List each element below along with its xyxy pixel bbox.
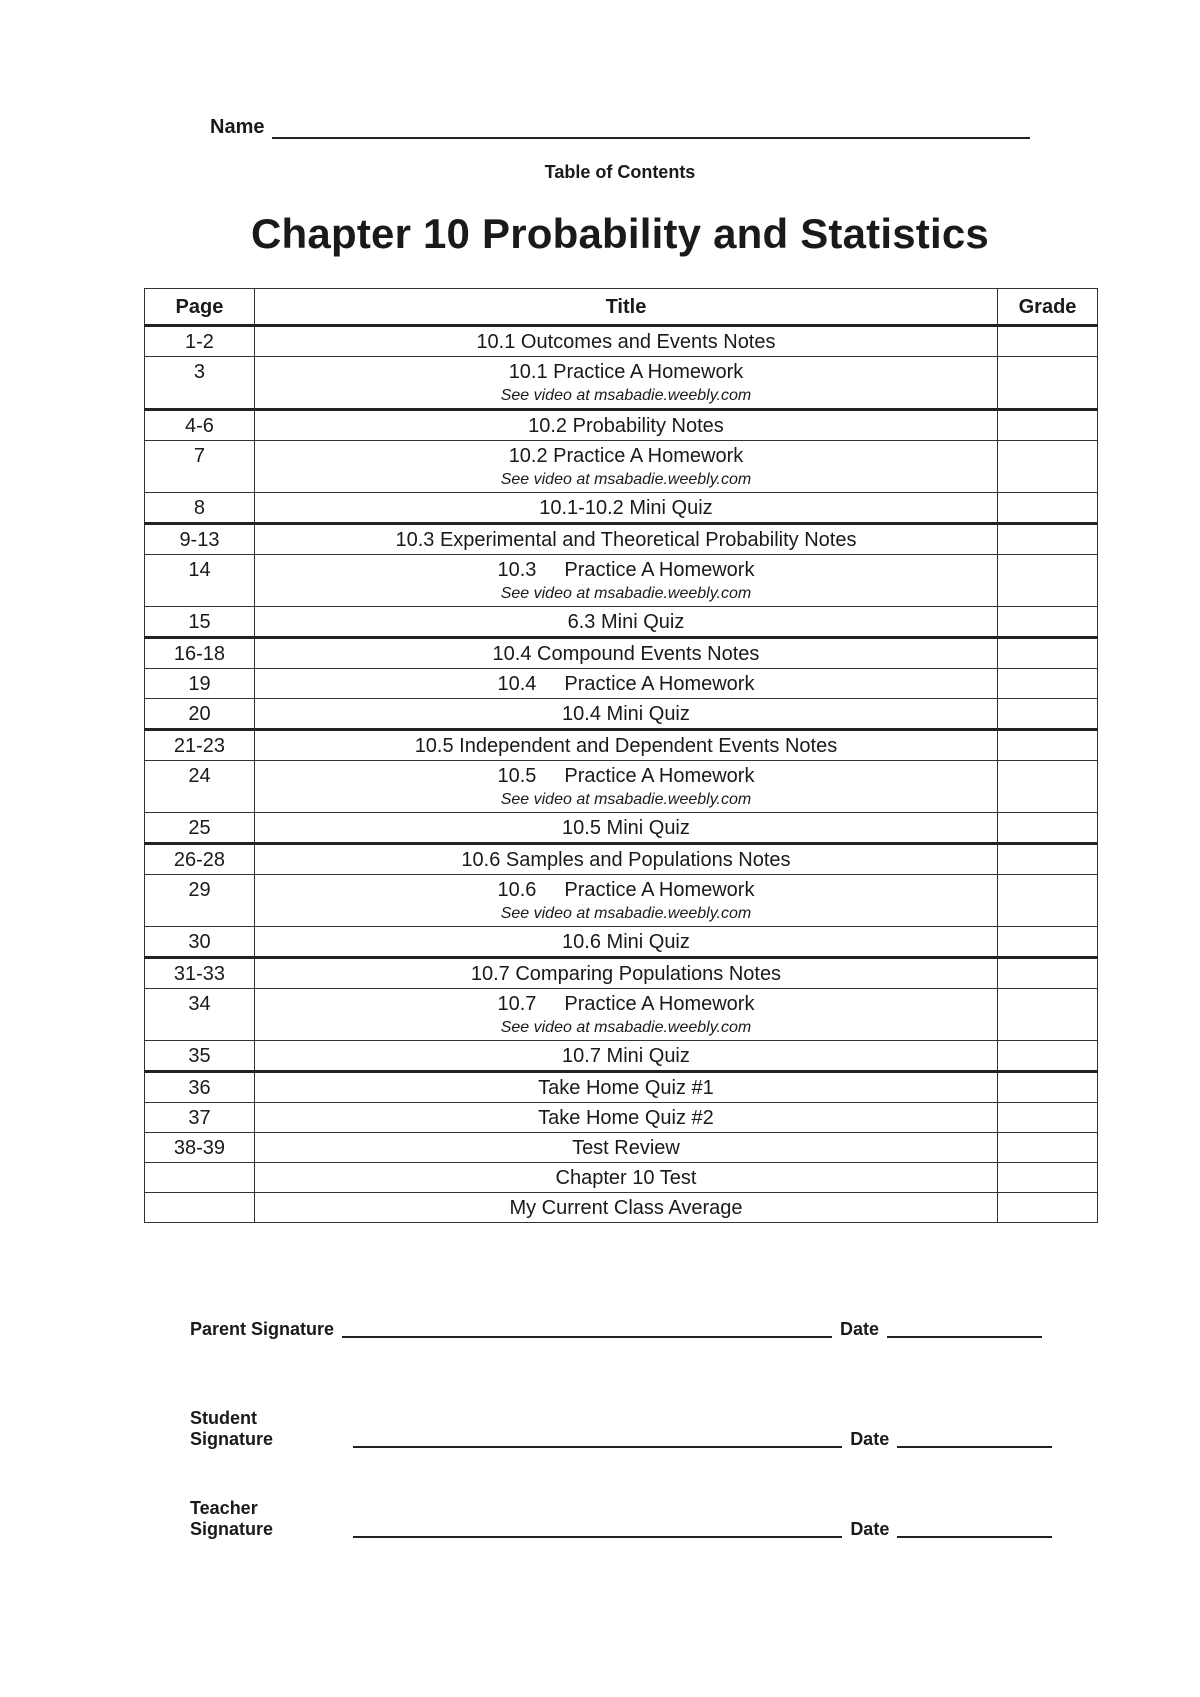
title-text: 10.1-10.2 Mini Quiz bbox=[539, 497, 713, 519]
title-text: Practice A Homework bbox=[564, 673, 755, 695]
grade-cell bbox=[998, 875, 1098, 927]
student-signature-row bbox=[190, 1408, 1060, 1450]
grade-cell bbox=[998, 410, 1098, 441]
page-cell: 29 bbox=[145, 875, 255, 927]
title-text: 10.1 Practice A Homework bbox=[508, 361, 744, 383]
table-row bbox=[145, 441, 1098, 493]
grade-cell bbox=[998, 326, 1098, 357]
teacher-signature-label: Teacher Signature bbox=[190, 1498, 274, 1539]
toc-table bbox=[144, 288, 1098, 1223]
table-row bbox=[145, 357, 1098, 410]
page-cell: 3 bbox=[145, 357, 255, 410]
student-signature-label: Student Signature bbox=[190, 1408, 274, 1449]
page-cell: 35 bbox=[145, 1041, 255, 1072]
grade-cell bbox=[998, 1133, 1098, 1163]
table-row bbox=[145, 607, 1098, 638]
title-cell bbox=[254, 989, 997, 1041]
title-text: My Current Class Average bbox=[509, 1197, 743, 1219]
title-text: 10.6 Mini Quiz bbox=[562, 931, 690, 953]
grade-cell bbox=[998, 761, 1098, 813]
parent-signature-label: Parent Signature bbox=[190, 1319, 335, 1339]
page-cell: 21-23 bbox=[145, 730, 255, 761]
page-cell: 1-2 bbox=[145, 326, 255, 357]
title-cell bbox=[254, 638, 997, 669]
parent-signature-row bbox=[190, 1318, 1060, 1340]
table-row bbox=[145, 524, 1098, 555]
title-cell bbox=[254, 761, 997, 813]
table-row bbox=[145, 1041, 1098, 1072]
page-cell: 7 bbox=[145, 441, 255, 493]
title-cell bbox=[254, 410, 997, 441]
table-row bbox=[145, 1072, 1098, 1103]
parent-date-line bbox=[887, 1318, 1042, 1338]
table-row bbox=[145, 410, 1098, 441]
page-cell: 30 bbox=[145, 927, 255, 958]
title-text: 10.4 Compound Events Notes bbox=[492, 643, 760, 665]
title-cell bbox=[254, 555, 997, 607]
title-cell bbox=[254, 1163, 997, 1193]
video-note: See video at msabadie.weebly.com bbox=[500, 791, 752, 808]
teacher-date-label: Date bbox=[850, 1519, 890, 1539]
title-cell bbox=[254, 1103, 997, 1133]
section-number: 10.4 bbox=[497, 673, 537, 695]
page-cell bbox=[145, 1193, 255, 1223]
title-text: 10.5 Independent and Dependent Events Notes bbox=[414, 735, 838, 757]
grade-cell bbox=[998, 1041, 1098, 1072]
video-note: See video at msabadie.weebly.com bbox=[500, 585, 752, 602]
title-text: Test Review bbox=[572, 1137, 680, 1159]
title-text: Practice A Homework bbox=[564, 993, 755, 1015]
name-label: Name bbox=[210, 116, 265, 138]
grade-cell bbox=[998, 927, 1098, 958]
title-cell bbox=[254, 326, 997, 357]
title-text: 10.7 Comparing Populations Notes bbox=[470, 963, 782, 985]
title-cell bbox=[254, 875, 997, 927]
title-text: 10.2 Practice A Homework bbox=[508, 445, 744, 467]
page-cell: 8 bbox=[145, 493, 255, 524]
column-header-page: Page bbox=[145, 289, 255, 326]
title-cell bbox=[254, 357, 997, 410]
title-cell bbox=[254, 844, 997, 875]
page-cell: 38-39 bbox=[145, 1133, 255, 1163]
student-date-label: Date bbox=[850, 1429, 890, 1449]
table-row bbox=[145, 638, 1098, 669]
column-header-grade: Grade bbox=[998, 289, 1098, 326]
table-row bbox=[145, 761, 1098, 813]
page-cell: 37 bbox=[145, 1103, 255, 1133]
table-row bbox=[145, 555, 1098, 607]
title-text: Practice A Homework bbox=[564, 879, 755, 901]
grade-cell bbox=[998, 1103, 1098, 1133]
page-cell: 31-33 bbox=[145, 958, 255, 989]
grade-cell bbox=[998, 699, 1098, 730]
page-cell: 16-18 bbox=[145, 638, 255, 669]
grade-cell bbox=[998, 1193, 1098, 1223]
table-row bbox=[145, 844, 1098, 875]
title-cell bbox=[254, 813, 997, 844]
video-note: See video at msabadie.weebly.com bbox=[500, 905, 752, 922]
grade-cell bbox=[998, 958, 1098, 989]
video-note: See video at msabadie.weebly.com bbox=[500, 1019, 752, 1036]
title-text: 10.5 Mini Quiz bbox=[562, 817, 690, 839]
teacher-date-line bbox=[897, 1518, 1052, 1538]
grade-cell bbox=[998, 844, 1098, 875]
table-row bbox=[145, 669, 1098, 699]
video-note: See video at msabadie.weebly.com bbox=[500, 471, 752, 488]
title-cell bbox=[254, 927, 997, 958]
chapter-title: Chapter 10 Probability and Statistics bbox=[251, 210, 989, 257]
name-line bbox=[272, 117, 1030, 139]
title-text: 6.3 Mini Quiz bbox=[567, 611, 685, 633]
table-row bbox=[145, 326, 1098, 357]
title-cell bbox=[254, 1041, 997, 1072]
grade-cell bbox=[998, 555, 1098, 607]
title-cell bbox=[254, 524, 997, 555]
video-note: See video at msabadie.weebly.com bbox=[500, 387, 752, 404]
table-row bbox=[145, 927, 1098, 958]
grade-cell bbox=[998, 524, 1098, 555]
page-cell: 24 bbox=[145, 761, 255, 813]
grade-cell bbox=[998, 441, 1098, 493]
name-row bbox=[210, 116, 1030, 139]
table-row bbox=[145, 875, 1098, 927]
grade-cell bbox=[998, 669, 1098, 699]
table-row bbox=[145, 1193, 1098, 1223]
title-cell bbox=[254, 669, 997, 699]
toc-heading: Table of Contents bbox=[544, 162, 696, 182]
teacher-signature-row bbox=[190, 1498, 1060, 1540]
table-row bbox=[145, 989, 1098, 1041]
page-cell: 14 bbox=[145, 555, 255, 607]
grade-cell bbox=[998, 493, 1098, 524]
section-number: 10.7 bbox=[497, 993, 537, 1015]
title-text: Practice A Homework bbox=[564, 765, 755, 787]
parent-signature-line bbox=[342, 1318, 832, 1338]
student-date-line bbox=[897, 1428, 1052, 1448]
title-cell bbox=[254, 699, 997, 730]
title-cell bbox=[254, 958, 997, 989]
grade-cell bbox=[998, 989, 1098, 1041]
page-cell: 26-28 bbox=[145, 844, 255, 875]
page-cell: 9-13 bbox=[145, 524, 255, 555]
grade-cell bbox=[998, 357, 1098, 410]
section-number: 10.6 bbox=[497, 879, 537, 901]
title-text: 10.7 Mini Quiz bbox=[562, 1045, 690, 1067]
title-cell bbox=[254, 1193, 997, 1223]
student-signature-line bbox=[353, 1428, 842, 1448]
table-row bbox=[145, 730, 1098, 761]
title-text: Take Home Quiz #2 bbox=[538, 1107, 714, 1129]
page-cell: 19 bbox=[145, 669, 255, 699]
table-row bbox=[145, 1163, 1098, 1193]
column-header-title: Title bbox=[254, 289, 997, 326]
title-text: Take Home Quiz #1 bbox=[538, 1077, 714, 1099]
grade-cell bbox=[998, 638, 1098, 669]
title-cell bbox=[254, 607, 997, 638]
grade-cell bbox=[998, 607, 1098, 638]
parent-date-label: Date bbox=[840, 1319, 880, 1339]
title-text: 10.2 Probability Notes bbox=[528, 415, 724, 437]
table-row bbox=[145, 958, 1098, 989]
title-text: Practice A Homework bbox=[564, 559, 755, 581]
page-cell: 25 bbox=[145, 813, 255, 844]
title-cell bbox=[254, 730, 997, 761]
title-cell bbox=[254, 493, 997, 524]
page-cell: 36 bbox=[145, 1072, 255, 1103]
title-cell bbox=[254, 1072, 997, 1103]
title-text: 10.1 Outcomes and Events Notes bbox=[476, 331, 776, 353]
title-text: Chapter 10 Test bbox=[555, 1167, 697, 1189]
section-number: 10.3 bbox=[497, 559, 537, 581]
grade-cell bbox=[998, 1072, 1098, 1103]
grade-cell bbox=[998, 1163, 1098, 1193]
page-cell: 15 bbox=[145, 607, 255, 638]
table-row bbox=[145, 699, 1098, 730]
title-text: 10.3 Experimental and Theoretical Probability Notes bbox=[395, 529, 857, 551]
section-number: 10.5 bbox=[497, 765, 537, 787]
grade-cell bbox=[998, 730, 1098, 761]
page-cell: 4-6 bbox=[145, 410, 255, 441]
title-cell bbox=[254, 1133, 997, 1163]
table-row bbox=[145, 1103, 1098, 1133]
table-row bbox=[145, 493, 1098, 524]
title-text: 10.4 Mini Quiz bbox=[562, 703, 690, 725]
title-text: 10.6 Samples and Populations Notes bbox=[461, 849, 791, 871]
teacher-signature-line bbox=[353, 1518, 842, 1538]
grade-cell bbox=[998, 813, 1098, 844]
title-cell bbox=[254, 441, 997, 493]
table-header-row bbox=[145, 289, 1098, 326]
table-row bbox=[145, 1133, 1098, 1163]
page-cell: 34 bbox=[145, 989, 255, 1041]
table-row bbox=[145, 813, 1098, 844]
page-cell bbox=[145, 1163, 255, 1193]
page-cell: 20 bbox=[145, 699, 255, 730]
